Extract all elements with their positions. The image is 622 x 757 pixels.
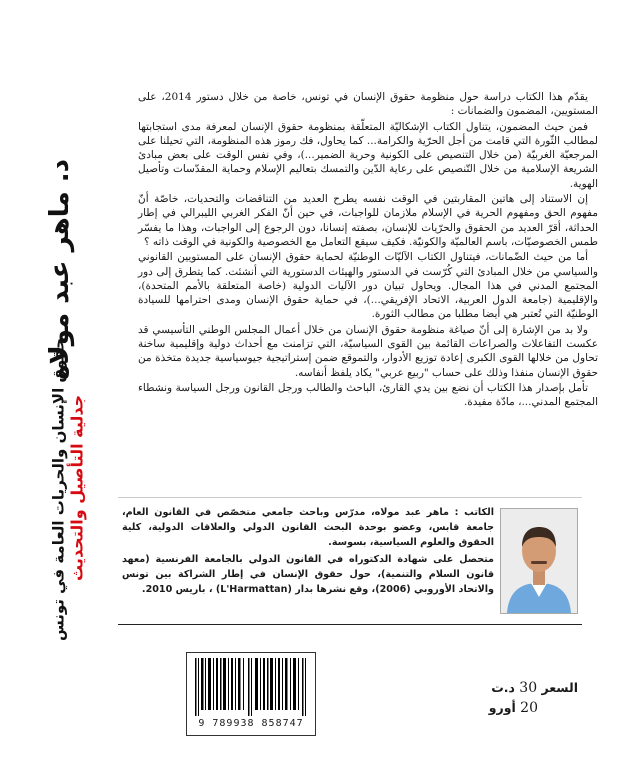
- description-paragraph: يقدّم هذا الكتاب دراسة حول منظومة حقوق الإنسان في تونس، خاصة من خلال دستور 2014، على المستويين، المضمون والضمانات :: [138, 91, 598, 118]
- price-tnd: [458, 680, 578, 696]
- bio-paragraph: متحصل على شهادة الدكتوراه في القانون الدولي بالجامعة الفرنسية (معهد قانون السلام والتنمية)، حول حقوق الإنسان في إطار الشراكة بين تونس والاتحاد الأوروبي (2006)، وقع نشرها بدار (L'Harmattan) ، باريس 2010.: [122, 554, 494, 595]
- spine-area: [0, 0, 120, 757]
- isbn-barcode: [186, 652, 316, 736]
- author-bio-text: [122, 506, 494, 601]
- price-tnd-value: 30: [519, 680, 538, 696]
- author-photo: [500, 508, 578, 614]
- price-eur-value: 20: [520, 700, 538, 716]
- price-tnd-unit: د.ت: [491, 680, 515, 695]
- description-paragraph: فمن حيث المضمون، يتناول الكتاب الإشكاليّة المتعلّقة بمنظومة حقوق الإنسان لمعرفة مدى استجابتها لمطالب الثّورة التي قامت من أجل الحرّية والكرامة... كما يحاول، فك رموز هذه المنظومة، التي تحيلنا على المرجعيّة الغربيّة (من خلال التنصيص على الكونية وحرية الضمير...)، وفي نفس الوقت على بعض مبادئ الشريعة الإسلامية من خلال التّنصيص على رعاية الدّين والتمسك بتعاليم الإسلام وحماية المقدّسات وتأصيل الهوية.: [138, 120, 598, 190]
- book-description: [138, 90, 598, 411]
- price-label: السعر: [541, 680, 578, 695]
- author-portrait-icon: [501, 509, 577, 613]
- bio-paragraph: الكاتب : ماهر عبد مولاه، مدرّس وباحث جامعي متخصّص في القانون العام، جامعة قابس، وعضو بوحدة البحث القانون الدولي والعلاقات الدولية، كلية الحقوق والعلوم السياسية، بسوسة.: [122, 507, 494, 548]
- price-eur-unit: أورو: [488, 700, 516, 715]
- description-paragraph: تأمل بإصدار هذا الكتاب أن نضع بين يدي القارئ، الباحث والطالب ورجل القانون ورجل السياسة ونشطاء المجتمع المدني...، مادّة مفيدة.: [138, 381, 598, 409]
- spine-title-line1: حقوق الإنسان والحريات العامة في تونس: [49, 338, 68, 642]
- price-block: [458, 680, 578, 720]
- isbn-number: 9 789938 858747: [198, 718, 304, 729]
- description-paragraph: ولا بد من الإشارة إلى أنّ صياغة منظومة حقوق الإنسان من خلال أعمال المجلس الوطني التأسيسي قد عكست التفاعلات والصراعات القائمة بين القوى السياسيّة، التي تزامنت مع أحداث دولية وإقليمية ساخنة تحاول من خلالها القوى الكبرى إعادة توزيع الأدوار، والتموقع ضمن إستراتيجية جيوسياسية جديدة متخذة من حقوق الإنسان منفذا وذلك على حساب "ربيع عربي" يكاد يلفظ أنفاسه.: [138, 323, 598, 379]
- spine-title: [18, 310, 118, 670]
- spine-title-line2: جدلية التأصيل والتحديث: [67, 394, 87, 582]
- author-bio-box: [118, 497, 582, 625]
- price-eur: [458, 700, 578, 716]
- description-paragraph: إن الاستناد إلى هاتين المقاربتين في الوقت نفسه يطرح العديد من التناقضات والتحديات، خاصّة أنّ مفهوم الحق ومفهوم الحرية في الإسلام ملازمان للواجبات، في حين أنّ الفكر الغربي الليبرالي في إطار الحداثة، أقرّ العديد من الحقوق والحرّيات للإنسان، بصفته إنسانا، دون الرجوع إلى الواجبات، وهذا ما يفسّر طمس الخصوصيّات، باسم العالميّة والكونيّة. فكيف سيقع التعامل مع الخصوصية والكونية في الوقت ذاته ؟: [138, 193, 598, 248]
- barcode-icon: [195, 658, 307, 716]
- spine-author-name: د. ماهر عبد مولاه: [45, 159, 75, 381]
- description-paragraph: أما من حيث الضّمانات، فيتناول الكتاب الآليّات الوطنيّة لحماية حقوق الإنسان على المستويين القانوني والسياسي من خلال المبادئ التي كُرّست في الدستور والهيئات الدستورية التي أنشئت. كما يتطرق إلى دور المجتمع المدني في هذا المجال. ويحاول تبيان دور الآليات الدولية (خاصة المتعلقة بالأمم المتحدة)، والإقليمية (جامعة الدول العربية، الاتحاد الإفريقي...)، في حماية حقوق الإنسان ومدى احترامها للسيادة الوطنيّة التي تُعتبر هي أيضا مطلبا من مطالب الثورة.: [138, 251, 598, 321]
